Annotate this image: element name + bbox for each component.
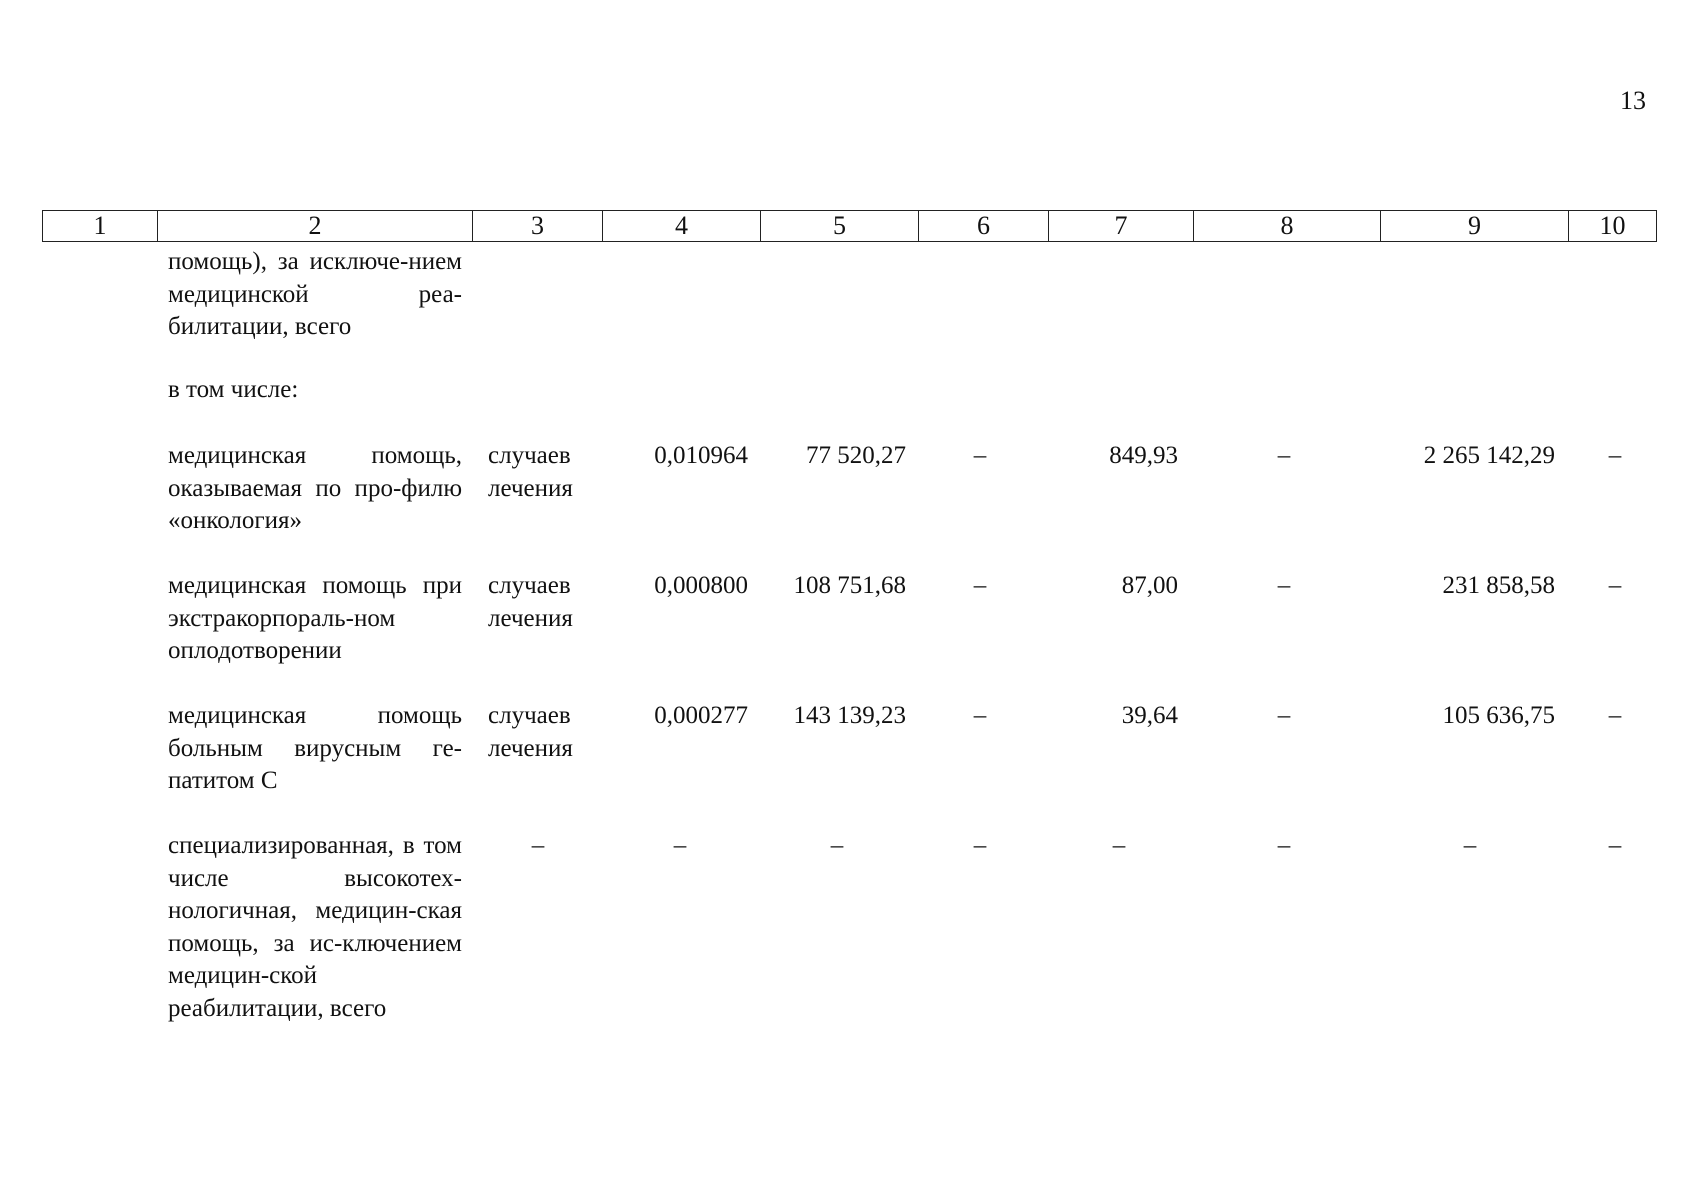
row-2-c4: 0,000277 bbox=[654, 702, 748, 729]
row-3-description: специализированная, в том числе высокотех-нологичная, медицин-ская помощь, за ис-ключением медицин-ской реабилитации, всего bbox=[168, 832, 462, 1022]
row-2-c7: 39,64 bbox=[1121, 702, 1178, 729]
row-0-c4: 0,010964 bbox=[654, 442, 748, 469]
row-3-c9: – bbox=[1463, 832, 1477, 859]
row-1-c7: 87,00 bbox=[1121, 572, 1178, 599]
row-3-c4: – bbox=[673, 832, 687, 859]
row-3-unit: – bbox=[531, 832, 545, 859]
row-3-c6: – bbox=[973, 832, 987, 859]
page-number: 13 bbox=[1620, 86, 1646, 115]
header-col-8: 8 bbox=[1194, 211, 1381, 241]
row-2-c6: – bbox=[973, 702, 987, 729]
row-0-c5: 77 520,27 bbox=[806, 442, 906, 469]
row-3-c10: – bbox=[1608, 832, 1622, 859]
row-0-c7: 849,93 bbox=[1109, 442, 1178, 469]
row-0-description: медицинская помощь, оказываемая по про-филю «онкология» bbox=[168, 442, 462, 534]
header-col-5: 5 bbox=[761, 211, 919, 241]
header-col-9: 9 bbox=[1381, 211, 1569, 241]
header-col-2: 2 bbox=[158, 211, 473, 241]
row-2-c8: – bbox=[1277, 702, 1291, 729]
header-col-4: 4 bbox=[603, 211, 761, 241]
row-2-description: медицинская помощь больным вирусным ге-патитом С bbox=[168, 702, 462, 794]
row-1-c6: – bbox=[973, 572, 987, 599]
header-col-6: 6 bbox=[919, 211, 1049, 241]
table-header-row bbox=[42, 210, 1657, 242]
row-3-c8: – bbox=[1277, 832, 1291, 859]
row-0-unit: случаев лечения bbox=[488, 442, 573, 502]
row-3-c5: – bbox=[830, 832, 844, 859]
row-0-c6: – bbox=[973, 442, 987, 469]
row-1-c4: 0,000800 bbox=[654, 572, 748, 599]
row-0-c10: – bbox=[1608, 442, 1622, 469]
header-col-7: 7 bbox=[1049, 211, 1194, 241]
row-0-c8: – bbox=[1277, 442, 1291, 469]
header-col-1: 1 bbox=[43, 211, 158, 241]
row-1-c10: – bbox=[1608, 572, 1622, 599]
row-2-c5: 143 139,23 bbox=[793, 702, 906, 729]
row-1-description: медицинская помощь при экстракорпораль-ном оплодотворении bbox=[168, 572, 462, 664]
continuation-text: помощь), за исключе-нием медицинской реа-билитации, всего bbox=[168, 248, 462, 340]
row-0-c9: 2 265 142,29 bbox=[1423, 442, 1555, 469]
row-1-unit: случаев лечения bbox=[488, 572, 573, 632]
row-2-unit: случаев лечения bbox=[488, 702, 573, 762]
row-2-c9: 105 636,75 bbox=[1442, 702, 1555, 729]
row-1-c8: – bbox=[1277, 572, 1291, 599]
row-1-c5: 108 751,68 bbox=[793, 572, 906, 599]
header-col-3: 3 bbox=[473, 211, 603, 241]
header-col-10: 10 bbox=[1599, 211, 1626, 240]
row-3-c7: – bbox=[1112, 832, 1126, 859]
row-2-c10: – bbox=[1608, 702, 1622, 729]
row-1-c9: 231 858,58 bbox=[1442, 572, 1555, 599]
in-that-number-label: в том числе: bbox=[168, 376, 299, 403]
